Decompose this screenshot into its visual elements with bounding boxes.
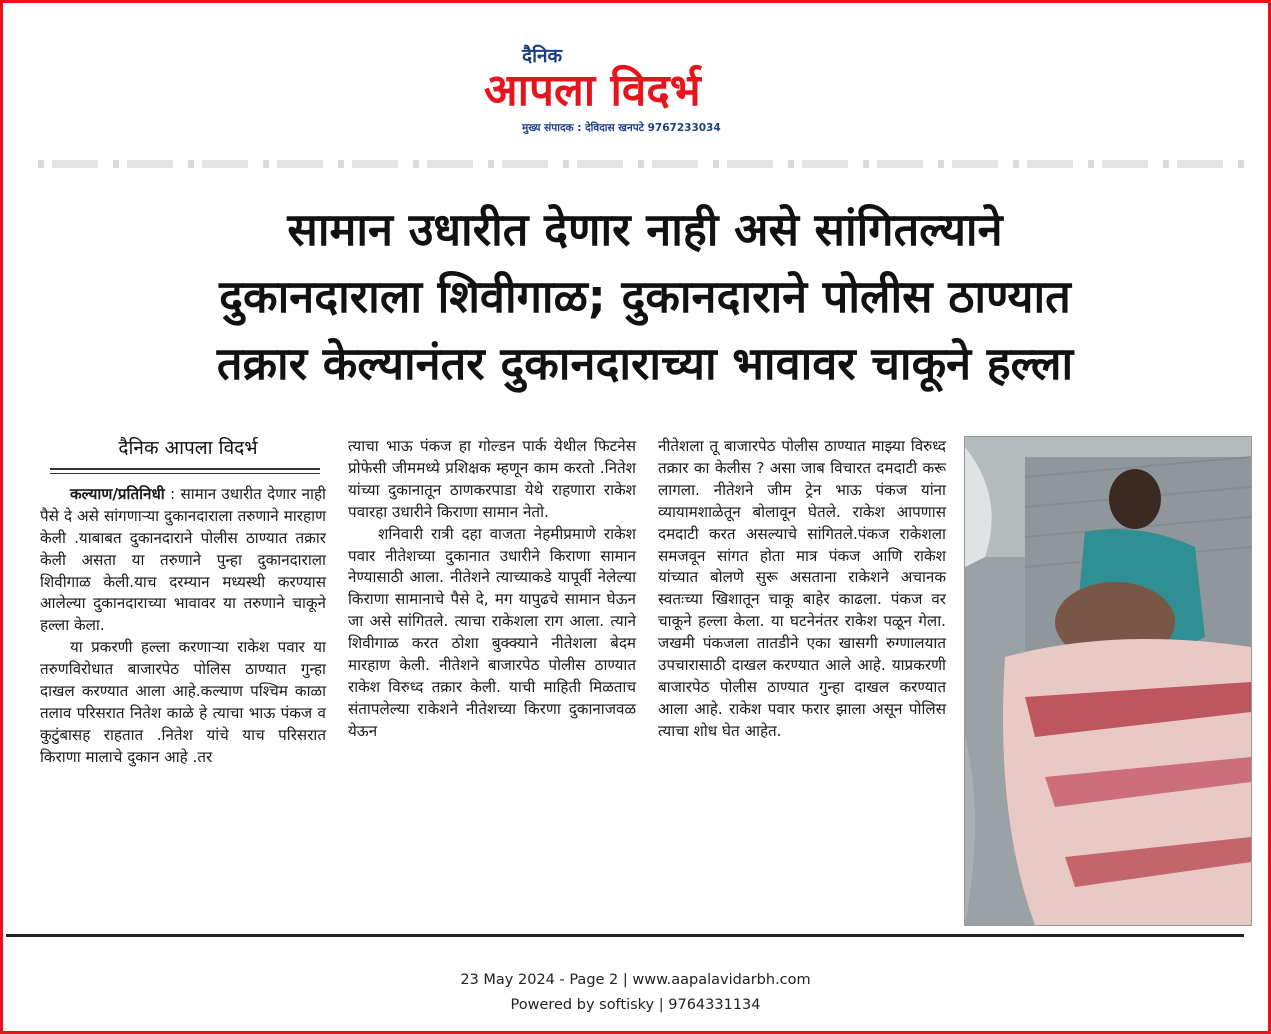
article-paragraph: नीतेशला तू बाजारपेठ पोलीस ठाण्यात माझ्या विरुध्द तक्रार का केलीस ? असा जाब विचारत दमदाटी करू लागला. नीतेशने जीम ट्रेन भाऊ पंकज यांना व्यायामशाळेतून बोलावून घेतले. राकेश आपणास दमदाटी करत असल्याचे सांगितले.पंकज राकेशला समजवून सांगत होता मात्र पंकज आणि राकेश यांच्यात बोलणे सुरू असताना राकेशने अचानक स्वतःच्या खिशातून चाकू बाहेर काढला. पंकज वर चाकूने हल्ला केला. या घटनेनंतर राकेश पळून गेला. जखमी पंकजला तातडीने एका खासगी रुग्णालयात उपचारासाठी दाखल करण्यात आले आहे. याप्रकरणी बाजारपेठ पोलीस ठाण्यात गुन्हा दाखल करण्यात आला आहे. राकेश पवार फरार झाला असून पोलिस त्याचा शोध घेत आहेत.	[658, 437, 946, 740]
article-paragraph: त्याचा भाऊ पंकज हा गोल्डन पार्क येथील फिटनेस प्रोफेसी जीममध्ये प्रशिक्षक म्हणून काम करतो .नितेश यांच्या दुकानातून ठाणकरपाडा येथे राहणारा राकेश पवारहा उधारीने किराणा सामान नेतो.	[348, 437, 636, 521]
footer-date: 23 May 2024 - Page 2 | www.aapalavidarbh.com	[460, 972, 811, 988]
byline: दैनिक आपला विदर्भ	[118, 437, 258, 459]
headline	[40, 196, 1250, 397]
article-column-3	[658, 436, 946, 743]
masthead-title: आपला विदर्भ	[484, 65, 701, 116]
clipping-edge	[38, 160, 1250, 168]
article-paragraph: शनिवारी रात्री दहा वाजता नेहमीप्रमाणे राकेश पवार नीतेशच्या दुकानात उधारीने किराणा सामान नेण्यासाठी आला. नीतेशने त्याच्याकडे यापूर्वी नेलेल्या किराणा सामानाचे पैसे दे, मग यापुढचे सामान घेऊन जा असे सांगितले. त्याचा राकेशला राग आला. त्याने शिवीगाळ करत ठोशा बुक्क्याने नीतेशला बेदम मारहाण केली. नीतेशने बाजारपेठ पोलीस ठाण्यात राकेश विरुध्द तक्रार केली. याची माहिती मिळताच संतापलेल्या राकेशने नीतेशच्या किरणा दुकानाजवळ येऊन	[348, 524, 636, 740]
headline-line: दुकानदाराला शिवीगाळ; दुकानदाराने पोलीस ठाण्यात	[219, 270, 1071, 323]
article-column-2	[348, 436, 636, 743]
headline-line: तक्रार केल्यानंतर दुकानदाराच्या भावावर चाकूने हल्ला	[216, 337, 1074, 390]
headline-line: सामान उधारीत देणार नाही असे सांगितल्याने	[287, 203, 1003, 256]
masthead-daily: दैनिक	[522, 45, 563, 67]
article-column-1	[40, 436, 326, 769]
bottom-rule	[6, 934, 1244, 937]
masthead-editor: मुख्य संपादक : देविदास खनपटे 9767233034	[522, 122, 721, 134]
byline-rule	[50, 468, 320, 474]
article-paragraph: या प्रकरणी हल्ला करणाऱ्या राकेश पवार या तरुणविरोधात बाजारपेठ पोलिस ठाण्यात गुन्हा दाखल करण्यात आला आहे.कल्याण पश्चिम काळा तलाव परिसरात नितेश काळे हे त्याचा भाऊ पंकज व कुटुंबासह राहतात .नितेश यांचे याच परिसरात किराणा मालाचे दुकान आहे .तर	[40, 638, 326, 766]
news-photo	[964, 436, 1252, 926]
footer-powered: Powered by softisky | 9764331134	[510, 997, 761, 1013]
hospital-photo	[965, 437, 1251, 925]
masthead-logo	[480, 38, 800, 138]
article-paragraph: कल्याण/प्रतिनिधी : सामान उधारीत देणार नाही पैसे दे असे सांगणाऱ्या दुकानदाराला तरुणाने मारहाण केली .याबाबत दुकानदाराने पोलीस ठाण्यात तक्रार केली असता या तरुणाने पुन्हा दुकानदाराला शिवीगाळ केली.याच दरम्यान मध्यस्थी करण्यास आलेल्या दुकानदाराच्या भावावर या तरुणाने चाकूने हल्ला केला.	[40, 484, 326, 635]
dateline: कल्याण/प्रतिनिधी	[70, 484, 165, 503]
